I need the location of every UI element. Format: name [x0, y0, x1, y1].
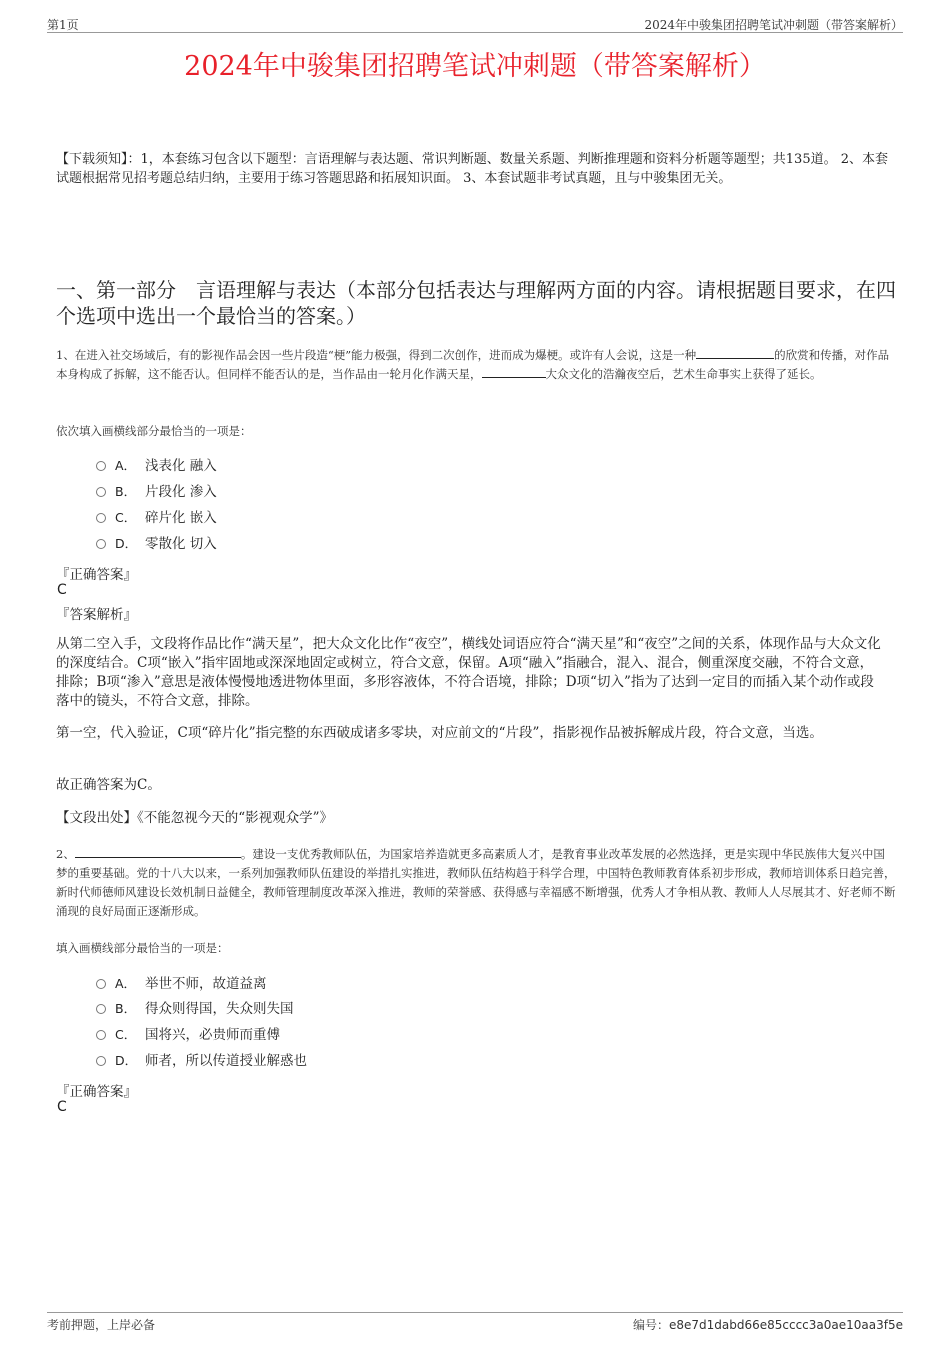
- download-notice: 【下载须知】：1，本套练习包含以下题型：言语理解与表达题、常识判断题、数量关系题、判断推理题和资料分析题等题型；共135道。 2、本套试题根据常见招考题总结归纳，主要用于练习答题思路和拓展知识面。 3、本套试题非考试真题，且与中骏集团无关。: [56, 152, 888, 186]
- header-doc-title: 2024年中骏集团招聘笔试冲刺题（带答案解析）: [644, 18, 903, 32]
- radio-icon[interactable]: [96, 539, 106, 549]
- q1-answer-label: 『正确答案』: [56, 567, 137, 583]
- question-1-text: [56, 346, 896, 384]
- page-header: [47, 16, 903, 33]
- q1-source: 【文段出处】《不能忽视今天的“影视观众学”》: [56, 810, 334, 826]
- q1-option-b[interactable]: B． 片段化 渗入: [96, 483, 217, 501]
- q1-option-c[interactable]: C． 碎片化 嵌入: [96, 509, 217, 527]
- q2-option-c[interactable]: C． 国将兴，必贵师而重傅: [96, 1026, 280, 1044]
- radio-icon[interactable]: [96, 487, 106, 497]
- q1-blank-1: [696, 346, 774, 359]
- q1-instruction: 依次填入画横线部分最恰当的一项是：: [56, 424, 252, 438]
- radio-icon[interactable]: [96, 1004, 106, 1014]
- section-heading: 一、第一部分 言语理解与表达（本部分包括表达与理解两方面的内容。请根据题目要求，在四个选项中选出一个最恰当的答案。）: [56, 278, 896, 328]
- q2-option-d[interactable]: D． 师者，所以传道授业解惑也: [96, 1052, 307, 1070]
- q1-answer: C: [57, 582, 67, 598]
- radio-icon[interactable]: [96, 1056, 106, 1066]
- q2-blank: [75, 845, 241, 858]
- q1-option-a[interactable]: A． 浅表化 融入: [96, 457, 217, 475]
- q2-answer: C: [57, 1099, 67, 1115]
- q2-number: 2、: [56, 847, 75, 861]
- radio-icon[interactable]: [96, 979, 106, 989]
- q1-text-part-a: 1、在进入社交场域后，有的影视作品会因一些片段造“梗”能力极强，得到二次创作，进而成为爆梗。或许有人会说，这是一种: [56, 348, 697, 362]
- footer-slogan: 考前押题，上岸必备: [47, 1318, 156, 1332]
- q2-option-a[interactable]: A． 举世不师，故道益离: [96, 975, 267, 993]
- page-title: 2024年中骏集团招聘笔试冲刺题（带答案解析）: [184, 51, 766, 82]
- q1-text-part-c: 大众文化的浩瀚夜空后，艺术生命事实上获得了延长。: [545, 367, 822, 381]
- q1-text-part-b: 的欣赏和传播，对作品本身构成了拆解，这不能否认。但同样不能否认的是，当作品由一轮月化作满天星，: [56, 348, 890, 381]
- q1-blank-2: [482, 365, 546, 378]
- q2-text: 。建设一支优秀教师队伍，为国家培养造就更多高素质人才，是教育事业改革发展的必然选择，更是实现中华民族伟大复兴中国梦的重要基础。党的十八大以来，一系列加强教师队伍建设的举措扎实推进，教师队伍结构趋于科学合理，中国特色教师教育体系初步形成，教师培训体系日趋完善，新时代师德师风建设长效机制日益健全，教师管理制度改革深入推进，教师的荣誉感、获得感与幸福感不断增强，优秀人才争相从教、教师人人尽展其才、好老师不断涌现的良好局面正逐渐形成。: [56, 847, 896, 918]
- radio-icon[interactable]: [96, 513, 106, 523]
- q2-option-b[interactable]: B． 得众则得国，失众则失国: [96, 1000, 294, 1018]
- radio-icon[interactable]: [96, 461, 106, 471]
- question-2-text: [56, 845, 896, 921]
- q1-analysis-label: 『答案解析』: [56, 607, 137, 623]
- q1-analysis-paragraph-3: 故正确答案为C。: [56, 777, 161, 793]
- q1-analysis-paragraph-2: 第一空，代入验证，C项“碎片化”指完整的东西破成诸多零块，对应前文的“片段”，指影视作品被拆解成片段，符合文意，当选。: [56, 725, 823, 741]
- radio-icon[interactable]: [96, 1030, 106, 1040]
- footer-code: 编号：e8e7d1dabd66e85cccc3a0ae10aa3f5e: [632, 1318, 903, 1332]
- q1-option-d[interactable]: D． 零散化 切入: [96, 535, 217, 553]
- q2-instruction: 填入画横线部分最恰当的一项是：: [56, 941, 229, 955]
- page-footer: [47, 1312, 903, 1333]
- q2-answer-label: 『正确答案』: [56, 1084, 137, 1100]
- q1-analysis-paragraph-1: 从第二空入手，文段将作品比作“满天星”，把大众文化比作“夜空”，横线处词语应符合“满天星”和“夜空”之间的关系，体现作品与大众文化的深度结合。C项“嵌入”指牢固地或深深地固定或树立，符合文意，保留。A项“融入”指融合，混入、混合，侧重深度交融，不符合文意，排除；B项“渗入”意思是液体慢慢地透进物体里面，多形容液体，不符合语境，排除；D项“切入”指为了达到一定目的而插入某个动作或段落中的镜头，不符合文意，排除。: [56, 636, 881, 709]
- page-number: 第1页: [47, 18, 79, 32]
